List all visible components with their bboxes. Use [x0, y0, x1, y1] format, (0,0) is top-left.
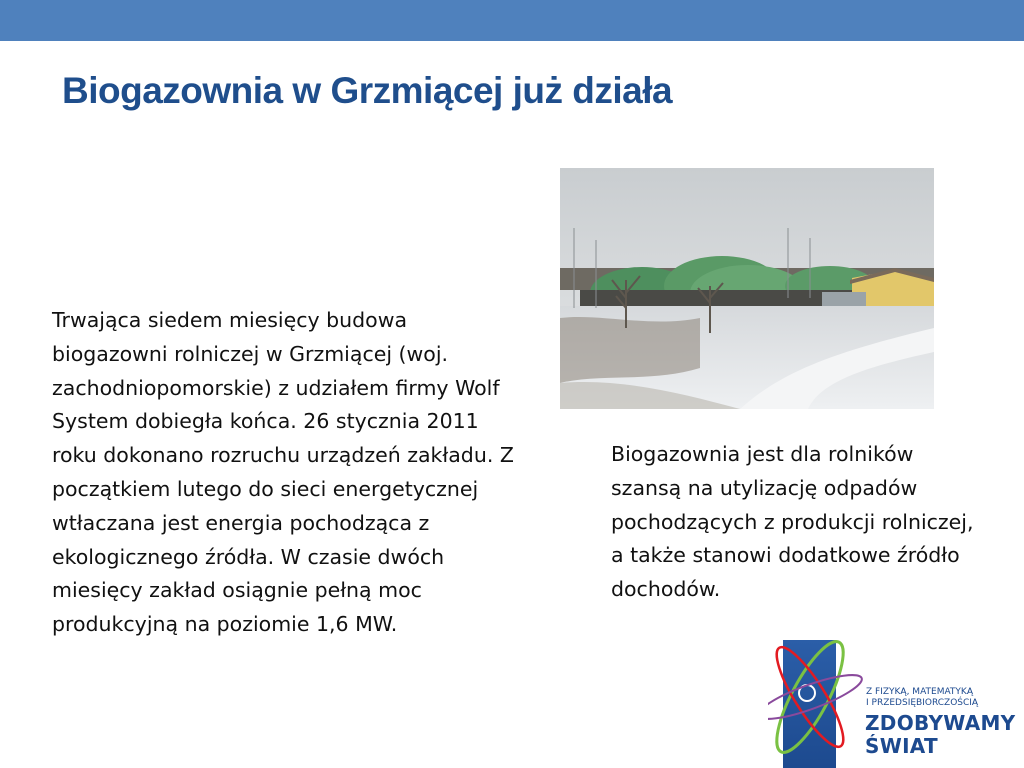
biogas-plant-photo — [560, 168, 934, 409]
slide-title: Biogazownia w Grzmiącej już działa — [62, 70, 673, 111]
top-accent-bar — [0, 0, 1024, 41]
project-logo — [768, 622, 1024, 768]
logo-name-line1: ZDOBYWAMY — [865, 711, 1016, 735]
body-paragraph: Trwająca siedem miesięcy budowa biogazowni rolniczej w Grzmiącej (woj. zachodniopomorskie) z udziałem firmy Wolf System dobiegła końca. 26 stycznia 2011 roku dokonano rozruchu urządzeń zakładu. Z początkiem lutego do sieci energetycznej wtłaczana jest energia pochodząca z ekologicznego źródła. W czasie dwóch miesięcy zakład osiągnie pełną moc produkcyjną na poziomie 1,6 MW. — [52, 308, 514, 637]
logo-tagline-line2: I PRZEDSIĘBIORCZOŚCIĄ — [866, 698, 979, 708]
side-paragraph: Biogazownia jest dla rolników szansą na utylizację odpadów pochodzących z produkcji rolniczej, a także stanowi dodatkowe źródło dochodów. — [611, 442, 974, 602]
orbit-swirl-icon — [768, 622, 878, 768]
logo-name-line2: ŚWIAT — [865, 734, 938, 758]
logo-tagline-line1: Z FIZYKĄ, MATEMATYKĄ — [866, 687, 973, 697]
logo-tagline — [866, 687, 1024, 709]
